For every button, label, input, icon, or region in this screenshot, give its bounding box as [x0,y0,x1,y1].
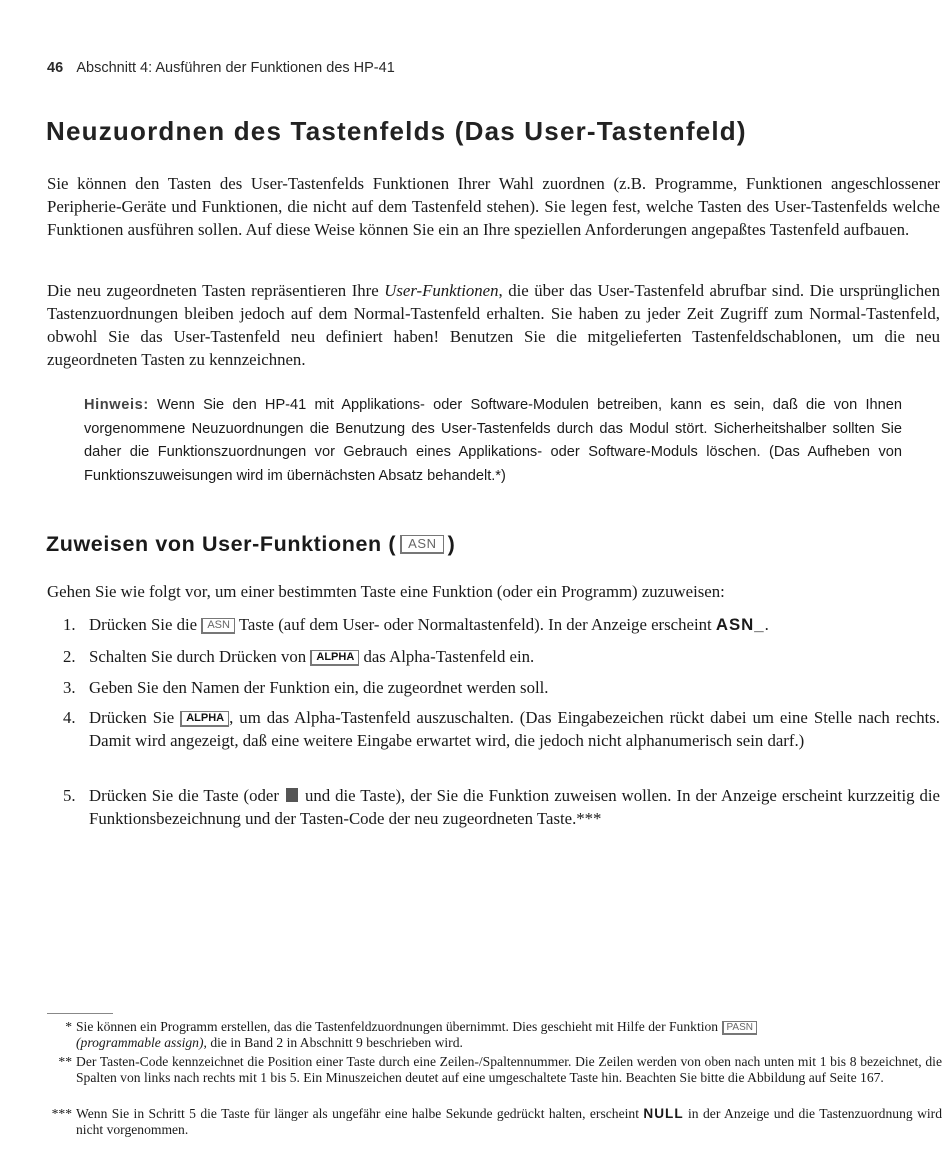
list-item [47,706,940,752]
page-number: 46 [47,60,64,76]
note-text: Wenn Sie den HP-41 mit Applikations- oder Software-Modulen betreiben, kann es sein, daß die von Ihnen vorgenommene Neuzuordnungen die Benutzung des User-Tastenfelds durch das Modul stört. Sicherheitshalber sollten Sie daher die Funktionszuordnungen vor Gebrauch eines Applikations- oder Software-Moduls löschen. (Das Aufheben von Funktionszuweisungen wird im übernächsten Absatz behandelt.*) [84,397,902,485]
footnote-text: Der Tasten-Code kennzeichnet die Position einer Taste durch eine Zeilen-/Spaltennummer. Die Zeilen werden von oben nach unten mit 1 bis 8 bezeichnet, die Spalten von links nach rechts mit 1 bis 5. Ein Minuszeichen deutet auf eine umgeschaltete Taste hin. Beachten Sie bitte die Abbildung auf Seite 167. [76,1054,942,1086]
step-text-part: Drücken Sie die Taste (oder [89,786,284,805]
step-number: 1. [63,615,76,634]
note-label: Hinweis: [84,397,149,413]
step-text-part: das Alpha-Tastenfeld ein. [359,647,535,666]
step-text-part: . [764,615,769,634]
step-number: 3. [63,678,76,697]
list-item [47,784,940,830]
footnote-text-part: in der Anzeige und die Tastenzuordnung wird nicht vorgenommen. [76,1106,942,1138]
asn-key-icon: ASN [400,535,444,555]
display-readout: ASN_ [715,615,765,634]
step-text [89,784,940,830]
footnote-text-part: , die in Band 2 in Abschnitt 9 beschrieben wird. [203,1035,463,1051]
footnote-marker: ** [58,1054,72,1069]
footnote-text-part: Sie können ein Programm erstellen, das die Tastenfeldzuordnungen übernimmt. Dies geschieht mit Hilfe der Funktion [76,1019,722,1034]
footnote-1 [58,1019,942,1052]
step-text [89,613,940,636]
section-title-close: ) [447,532,456,556]
footnote-3 [51,1106,942,1139]
footnote-divider [47,1013,113,1014]
display-readout: NULL [643,1106,684,1121]
running-header [47,60,395,76]
step-text [89,645,940,668]
step-text-part: , um das Alpha-Tastenfeld auszuschalten. (Das Eingabezeichen rückt dabei um eine Stelle nach rechts. Damit wird angezeigt, daß eine weitere Eingabe erwartet wird, die jedoch nicht alphanumerisch sein darf.) [89,708,940,750]
footnote-2 [58,1054,942,1087]
paragraph-user-functions [47,279,940,371]
section-title: Zuweisen von User-Funktionen ( [46,532,397,556]
section-heading [46,532,455,557]
paragraph-text: Die neu zugeordneten Tasten repräsentieren Ihre [47,281,385,300]
step-text [89,706,940,752]
term-user-funktionen: User-Funktionen [384,281,499,300]
paragraph-intro: Sie können den Tasten des User-Tastenfelds Funktionen Ihrer Wahl zuordnen (z.B. Programme, Funktionen angeschlossener Peripherie-Geräte und Funktionen, die nicht auf dem Tastenfeld stehen). Sie legen fest, welche Tasten des User-Tastenfelds welche Funktionen ausführen sollen. Auf diese Weise können Sie ein an Ihre speziellen Anforderungen angepaßtes Tastenfeld aufbauen. [47,174,940,239]
step-text-part: Drücken Sie [89,708,181,727]
footnote-text [76,1106,942,1139]
step-text-part: Drücken Sie die [89,615,202,634]
footnote-text [76,1019,942,1052]
note-box [84,394,902,489]
step-number: 4. [63,708,76,727]
asn-key-icon: ASN [201,618,235,634]
list-item [47,645,940,668]
pasn-key-icon: PASN [722,1021,758,1036]
step-number: 2. [63,647,76,666]
alpha-key-icon: ALPHA [310,650,359,666]
page-title: Neuzuordnen des Tastenfelds (Das User-Tastenfeld) [46,116,747,146]
step-text-part: Schalten Sie durch Drücken von [89,647,311,666]
alpha-key-icon: ALPHA [180,711,229,727]
footnote-emphasis: (programmable assign) [76,1035,204,1051]
step-text-part: Taste (auf dem User- oder Normaltastenfeld). In der Anzeige erscheint [234,615,716,634]
list-item [47,613,940,636]
footnote-text-part: Wenn Sie in Schritt 5 die Taste für länger als ungefähr eine halbe Sekunde gedrückt halten, erscheint [76,1106,644,1121]
step-number: 5. [63,786,76,805]
list-item [47,676,940,699]
steps-intro: Gehen Sie wie folgt vor, um einer bestimmten Taste eine Funktion (oder ein Programm) zuzuweisen: [47,582,725,601]
paragraph-text: , die über das User-Tastenfeld abrufbar sind. Die ursprünglichen Tastenzuordnungen bleiben jedoch auf dem Normal-Tastenfeld erhalten. Sie haben zu jeder Zeit Zugriff zum Normal-Tastenfeld, obwohl Sie das User-Tastenfeld neu definiert haben! Benutzen Sie die mitgelieferten Tastenfeldschablonen, um die neu zugeordneten Tasten zu kennzeichnen. [47,281,940,369]
footnote-marker: * [65,1019,72,1034]
footnote-marker: *** [51,1106,72,1121]
running-title: Abschnitt 4: Ausführen der Funktionen des HP-41 [76,60,395,76]
step-text: Geben Sie den Namen der Funktion ein, die zugeordnet werden soll. [89,678,549,697]
step-text-part: und die Taste), der Sie die Funktion zuweisen wollen. In der Anzeige erscheint kurzzeitig die Funktionsbezeichnung und der Tasten-Code der neu zugeordneten Taste.*** [89,786,940,828]
shift-key-icon [286,788,298,802]
